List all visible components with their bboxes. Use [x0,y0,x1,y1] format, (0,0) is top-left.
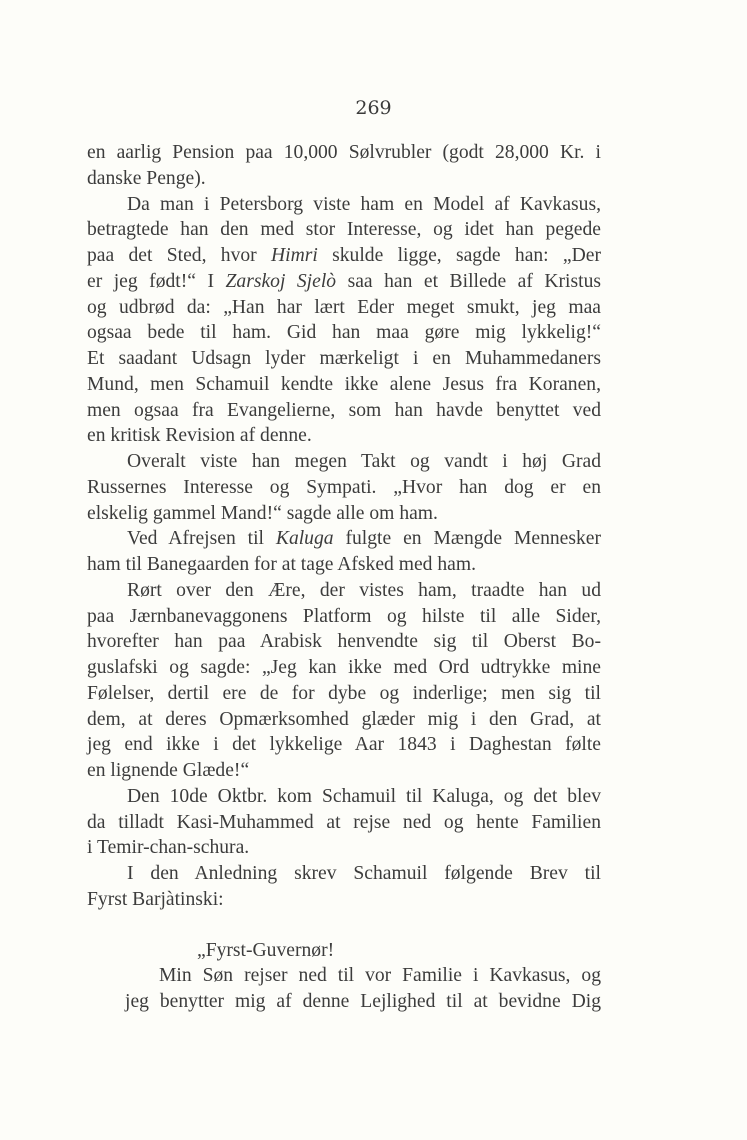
text-line [87,732,601,758]
text-span: Ved Afrejsen til [127,528,276,550]
italic-name: Kaluga [275,528,334,550]
text-line [87,604,601,630]
text-line [87,861,601,887]
text-line [87,552,601,578]
text-line [87,449,601,475]
text-span: i Temir-chan-schura. [87,837,250,859]
text-line [87,346,601,372]
italic-name: Zarskoj Sjelò [225,270,337,292]
body-text [87,140,601,1015]
text-span: dem, at deres Opmærksomhed glæder mig i den Grad, at [87,708,601,730]
text-span: saa han et Billede af Kristus [336,270,601,292]
text-span: Russernes Interesse og Sympati. „Hvor han dog er en [87,476,601,498]
text-span: Fyrst Barjàtinski: [87,888,224,910]
text-span: I den Anledning skrev Schamuil følgende Brev til [127,863,601,884]
text-line [87,681,601,707]
paragraph-lines [87,140,601,913]
text-span: paa det Sted, hvor [87,245,271,266]
text-line [87,526,601,552]
text-span: og udbrød da: „Han har lært Eder meget smukt, jeg maa [87,296,601,318]
text-span: er jeg født!“ I [87,270,226,292]
text-span: skulde ligge, sagde han: „Der [317,245,601,266]
text-span: fulgte en Mængde Mennesker [333,528,601,550]
text-line [87,501,601,527]
text-span: Følelser, dertil ere de for dybe og inderlige; men sig til [87,682,601,704]
text-line [87,475,601,501]
text-span: hvorefter han paa Arabisk henvendte sig til Oberst Bo- [87,631,601,653]
text-line [87,140,601,166]
text-span: elskelig gammel Mand!“ sagde alle om ham. [87,502,438,524]
text-line [87,320,601,346]
text-line [87,243,601,269]
text-span: en aarlig Pension paa 10,000 Sølvrubler (godt 28,000 Kr. i [87,142,601,163]
text-line [87,629,601,655]
text-span: Overalt viste han megen Takt og vandt i høj Grad [127,451,601,472]
letter-line: Min Søn rejser ned til vor Familie i Kavkasus, og [159,965,601,987]
text-span: ogsaa bede til ham. Gid han maa gøre mig lykkelig!“ [87,322,601,344]
text-span: da tilladt Kasi-Muhammed at rejse ned og hente Familien [87,811,601,833]
text-line [87,758,601,784]
text-line [87,655,601,681]
text-span: en kritisk Revision af denne. [87,425,312,447]
text-line [87,423,601,449]
text-line [87,810,601,836]
text-span: Mund, men Schamuil kendte ikke alene Jesus fra Koranen, [87,373,601,395]
text-line [87,707,601,733]
text-line [87,398,601,424]
text-span: danske Penge). [87,167,206,189]
text-span: guslafski og sagde: „Jeg kan ikke med Ord udtrykke mine [87,657,601,678]
text-line [87,372,601,398]
text-span: jeg end ikke i det lykkelige Aar 1843 i Daghestan følte [87,734,601,756]
text-span: paa Jærnbanevaggonens Platform og hilste til alle Sider, [87,605,601,627]
text-line [87,835,601,861]
text-line [87,784,601,810]
text-span: ham til Banegaarden for at tage Afsked med ham. [87,554,477,575]
italic-name: Himri [271,245,318,266]
text-span: Den 10de Oktbr. kom Schamuil til Kaluga, og det blev [127,785,601,807]
page-number: 269 [355,97,392,119]
text-line [87,192,601,218]
text-line [87,578,601,604]
text-span: Rørt over den Ære, der vistes ham, traadte han ud [127,579,601,601]
text-line [87,217,601,243]
text-line [87,166,601,192]
text-span: Da man i Petersborg viste ham en Model af Kavkasus, [127,193,601,215]
text-span: Et saadant Udsagn lyder mærkeligt i en Muhammedaners [87,348,601,369]
text-line [87,887,601,913]
text-span: en lignende Glæde!“ [87,760,250,781]
letter-greeting: „Fyrst-Guvernør! [197,939,335,961]
text-span: betragtede han den med stor Interesse, og idet han pegede [87,219,601,241]
letter-line: jeg benytter mig af denne Lejlighed til at bevidne Dig [125,991,601,1012]
text-line [87,269,601,295]
text-line [87,295,601,321]
text-span: men ogsaa fra Evangelierne, som han havde benyttet ved [87,399,601,421]
